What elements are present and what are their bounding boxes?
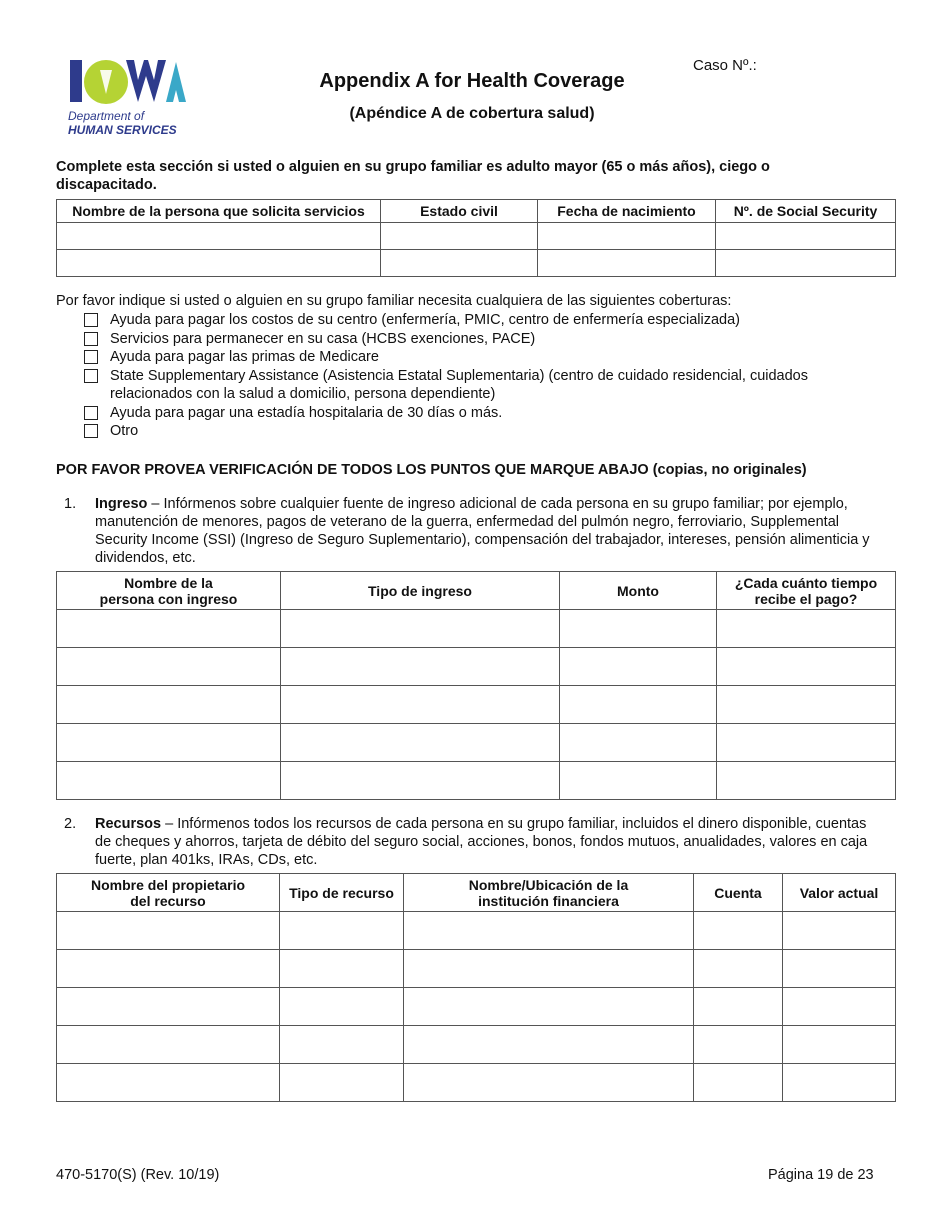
applicant-table bbox=[56, 199, 896, 277]
page-subtitle: (Apéndice A de cobertura salud) bbox=[349, 105, 595, 122]
coverage-option: Servicios para permanecer en su casa (HCBS exenciones, PACE) bbox=[84, 330, 884, 349]
column-header: Cuenta bbox=[694, 874, 783, 912]
birthdate-cell[interactable] bbox=[538, 223, 716, 250]
column-header: ¿Cada cuánto tiempo recibe el pago? bbox=[717, 572, 896, 610]
coverage-option: State Supplementary Assistance (Asistencia Estatal Suplementaria) (centro de cuidado residencial, cuidados relacionados con la salud a domicilio, persona dependiente) bbox=[84, 367, 884, 404]
column-header: Nombre de la persona que solicita servicios bbox=[57, 200, 381, 223]
table-row bbox=[57, 1064, 896, 1102]
income-table bbox=[56, 571, 896, 800]
coverage-option: Ayuda para pagar los costos de su centro (enfermería, PMIC, centro de enfermería especializada) bbox=[84, 311, 884, 330]
income-instructions: 1. Ingreso – Infórmenos sobre cualquier fuente de ingreso adicional de cada persona en su grupo familiar; por ejemplo, manutención de menores, pagos de veterano de la guerra, enfermedad del pulmón negro, ferroviario, Supplemental Security Income (SSI) (Ingreso de Seguro Suplementario), compensación del trabajador, intereses, pensión alimenticia y dividendos, etc. bbox=[64, 496, 870, 566]
page-title: Appendix A for Health Coverage bbox=[319, 70, 625, 92]
ssn-cell[interactable] bbox=[716, 223, 896, 250]
coverage-option: Ayuda para pagar una estadía hospitalaria de 30 días o más. bbox=[84, 404, 884, 423]
resources-table bbox=[56, 873, 896, 1102]
section-intro: Complete esta sección si usted o alguien en su grupo familiar es adulto mayor (65 o más años), ciego o discapacitado. bbox=[56, 159, 770, 193]
name-cell[interactable] bbox=[57, 223, 381, 250]
coverage-intro: Por favor indique si usted o alguien en su grupo familiar necesita cualquiera de las siguientes coberturas: bbox=[56, 293, 732, 309]
case-number-label: Caso Nº.: bbox=[693, 57, 757, 74]
table-row bbox=[57, 648, 896, 686]
coverage-options bbox=[84, 311, 884, 441]
table-row bbox=[57, 610, 896, 648]
column-header: Nombre del propietario del recurso bbox=[57, 874, 280, 912]
column-header: Nº. de Social Security bbox=[716, 200, 896, 223]
birthdate-cell[interactable] bbox=[538, 250, 716, 277]
table-row bbox=[57, 912, 896, 950]
column-header: Nombre de la persona con ingreso bbox=[57, 572, 281, 610]
marital-status-cell[interactable] bbox=[381, 250, 538, 277]
ssn-cell[interactable] bbox=[716, 250, 896, 277]
column-header: Fecha de nacimiento bbox=[538, 200, 716, 223]
column-header: Tipo de ingreso bbox=[281, 572, 560, 610]
svg-text:HUMAN SERVICES: HUMAN SERVICES bbox=[68, 123, 177, 137]
column-header: Valor actual bbox=[783, 874, 896, 912]
column-header: Estado civil bbox=[381, 200, 538, 223]
column-header: Tipo de recurso bbox=[280, 874, 404, 912]
checkbox[interactable] bbox=[84, 406, 98, 420]
checkbox[interactable] bbox=[84, 350, 98, 364]
svg-text:Department of: Department of bbox=[68, 109, 145, 123]
table-row bbox=[57, 762, 896, 800]
table-row bbox=[57, 686, 896, 724]
page-number: Página 19 de 23 bbox=[768, 1167, 874, 1183]
marital-status-cell[interactable] bbox=[381, 223, 538, 250]
coverage-option: Ayuda para pagar las primas de Medicare bbox=[84, 348, 884, 367]
verification-heading: POR FAVOR PROVEA VERIFICACIÓN DE TODOS LOS PUNTOS QUE MARQUE ABAJO (copias, no originales) bbox=[56, 462, 807, 478]
table-row bbox=[57, 724, 896, 762]
table-row bbox=[57, 1026, 896, 1064]
table-row bbox=[57, 950, 896, 988]
checkbox[interactable] bbox=[84, 369, 98, 383]
table-row bbox=[57, 988, 896, 1026]
checkbox[interactable] bbox=[84, 424, 98, 438]
table-row bbox=[57, 223, 896, 250]
form-number: 470-5170(S) (Rev. 10/19) bbox=[56, 1167, 220, 1183]
iowa-dhs-logo bbox=[66, 56, 190, 140]
checkbox[interactable] bbox=[84, 332, 98, 346]
column-header: Nombre/Ubicación de la institución financiera bbox=[404, 874, 694, 912]
coverage-option: Otro bbox=[84, 422, 884, 441]
name-cell[interactable] bbox=[57, 250, 381, 277]
checkbox[interactable] bbox=[84, 313, 98, 327]
resources-instructions: 2. Recursos – Infórmenos todos los recursos de cada persona en su grupo familiar, incluidos el dinero disponible, cuentas de cheques y ahorros, tarjeta de débito del seguro social, acciones, bonos, fondos mutuos, anualidades, valores en caja fuerte, plan 401ks, IRAs, CDs, etc. bbox=[64, 816, 868, 868]
column-header: Monto bbox=[560, 572, 717, 610]
table-row bbox=[57, 250, 896, 277]
